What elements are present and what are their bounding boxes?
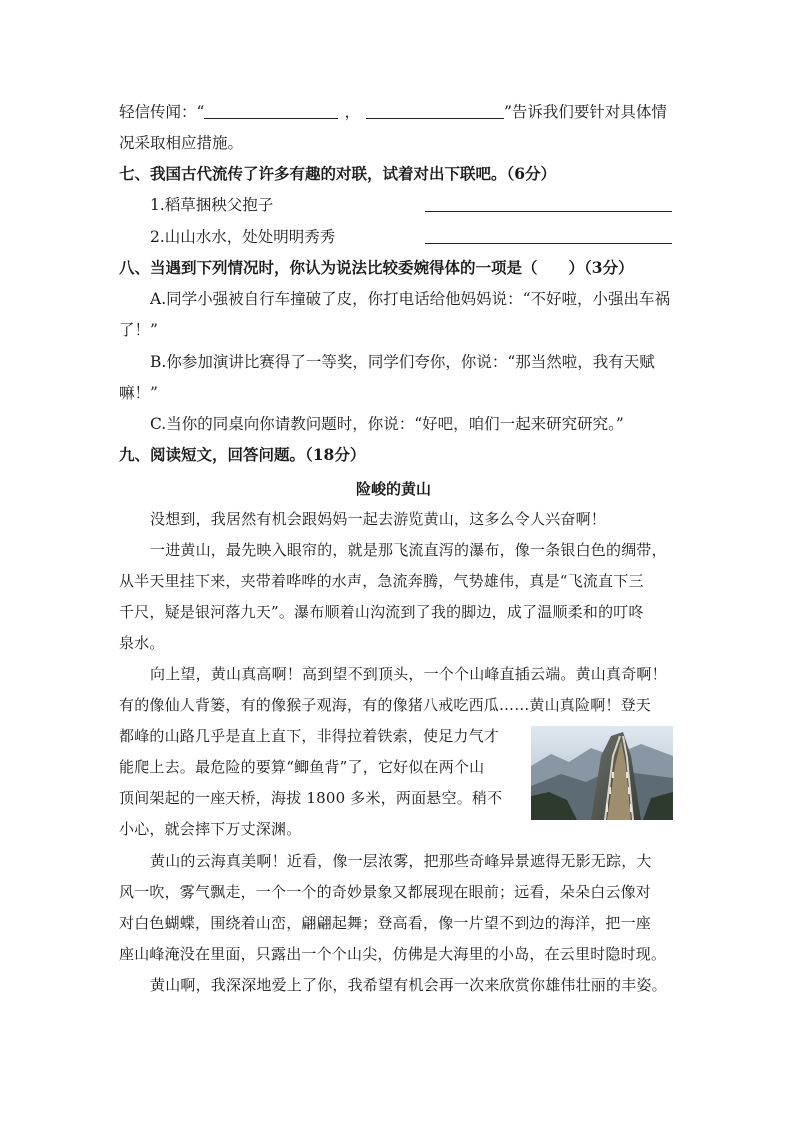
q7-answer-line-1[interactable] bbox=[425, 211, 672, 212]
passage-line: 向上望，黄山真高啊！高到望不到顶头，一个个山峰直插云端。黄山真奇啊！ bbox=[150, 665, 667, 683]
q8-option-c: C.当你的同桌向你请教问题时，你说：“好吧，咱们一起来研究研究。” bbox=[150, 415, 624, 433]
q6-cont: 况采取相应措施。 bbox=[119, 134, 244, 152]
q7-item-1: 1.稻草捆秧父抱子 bbox=[150, 196, 274, 214]
passage-line: 从半天里挂下来，夹带着哗哗的水声，急流奔腾，气势雄伟，真是“飞流直下三 bbox=[119, 572, 644, 590]
passage-line: 一进黄山，最先映入眼帘的，就是那飞流直泻的瀑布，像一条银白色的绸带， bbox=[150, 541, 667, 559]
q6-tail-line bbox=[119, 101, 667, 123]
passage-line: 有的像仙人背篓，有的像猴子观海，有的像猪八戒吃西瓜……黄山真险啊！登天 bbox=[119, 696, 652, 714]
passage-line: 泉水。 bbox=[119, 634, 165, 652]
passage-line: 都峰的山路几乎是直上直下，非得拉着铁索，使足力气才 bbox=[119, 727, 500, 745]
passage-line: 没想到，我居然有机会跟妈妈一起去游览黄山，这多么令人兴奋啊！ bbox=[150, 510, 607, 528]
q6-suffix: ”告诉我们要针对具体情 bbox=[503, 103, 667, 121]
q8-heading: 八、当遇到下列情况时，你认为说法比较委婉得体的一项是（ ）（3分） bbox=[119, 258, 634, 277]
passage-line: 能爬上去。最危险的要算“鲫鱼背”了，它好似在两个山 bbox=[119, 758, 485, 776]
passage-line: 座山峰淹没在里面，只露出一个个山尖，仿佛是大海里的小岛，在云里时隐时现。 bbox=[119, 945, 667, 963]
huangshan-photo bbox=[531, 726, 673, 820]
passage-line: 黄山的云海真美啊！近看，像一层浓雾，把那些奇峰异景遮得无影无踪，大 bbox=[150, 852, 652, 870]
passage-title: 险峻的黄山 bbox=[356, 480, 432, 498]
passage-line: 风一吹，雾气飘走，一个一个的奇妙景象又都展现在眼前；远看，朵朵白云像对 bbox=[119, 883, 652, 901]
q9-heading: 九、阅读短文，回答问题。（18分） bbox=[119, 445, 366, 464]
q8-option-b-cont: 嘛！” bbox=[119, 384, 158, 402]
q8-option-a: A.同学小强被自行车撞破了皮，你打电话给他妈妈说：“不好啦，小强出车祸 bbox=[150, 290, 671, 308]
passage-line: 黄山啊，我深深地爱上了你，我希望有机会再一次来欣赏你雄伟壮丽的丰姿。 bbox=[150, 976, 667, 994]
passage-line: 顶间架起的一座天桥，海拔 1800 多米，两面悬空。稍不 bbox=[119, 789, 503, 807]
passage-line: 千尺，疑是银河落九天”。瀑布顺着山沟流到了我的脚边，成了温顺柔和的叮咚 bbox=[119, 603, 644, 621]
passage-line: 小心，就会摔下万丈深渊。 bbox=[119, 820, 302, 838]
answer-blank-2[interactable] bbox=[366, 102, 504, 119]
answer-blank-1[interactable] bbox=[204, 102, 338, 119]
q8-option-b: B.你参加演讲比赛得了一等奖，同学们夸你，你说：“那当然啦，我有天赋 bbox=[150, 353, 655, 371]
q7-answer-line-2[interactable] bbox=[425, 243, 672, 244]
q7-heading: 七、我国古代流传了许多有趣的对联，试着对出下联吧。（6分） bbox=[119, 164, 557, 183]
passage-line: 对白色蝴蝶，围绕着山峦，翩翩起舞；登高看，像一片望不到边的海洋，把一座 bbox=[119, 914, 652, 932]
q6-prefix: 轻信传闻：“ bbox=[119, 103, 205, 121]
q7-item-2: 2.山山水水，处处明明秀秀 bbox=[150, 228, 336, 246]
q8-option-a-cont: 了！” bbox=[119, 321, 158, 339]
q6-comma: ， bbox=[344, 103, 360, 121]
